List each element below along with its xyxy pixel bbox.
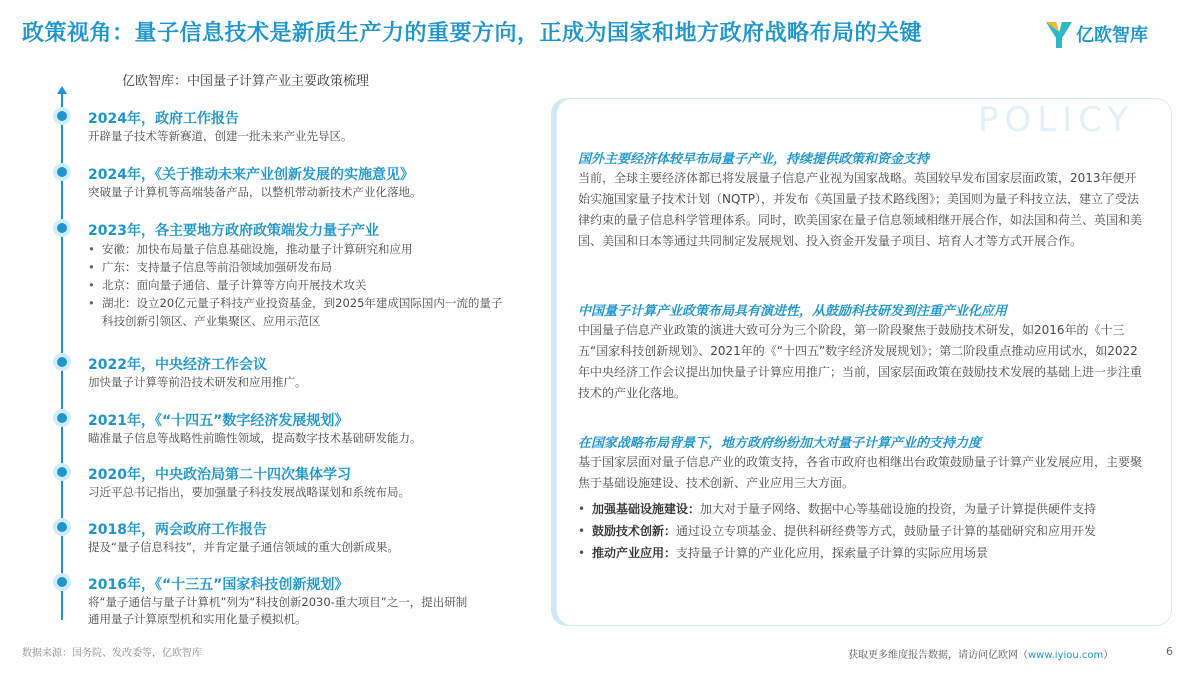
timeline-item-body: 开辟量子技术等新赛道，创建一批未来产业先导区。: [88, 129, 353, 143]
list-item: [578, 544, 1144, 563]
timeline-dot-icon: [53, 573, 71, 591]
list-item: • 广东：支持量子信息等前沿领域加强研发布局: [88, 258, 508, 276]
bullet-label: 推动产业应用：: [592, 546, 677, 560]
timeline-item-title: 2024年，政府工作报告: [88, 111, 239, 127]
timeline-item-body: 提及“量子信息科技”，并肯定量子通信领域的重大创新成果。: [88, 540, 399, 554]
data-source: 数据来源：国务院、发改委等，亿欧智库: [22, 648, 202, 659]
timeline-item-title: 2021年，《“十四五”数字经济发展规划》: [88, 413, 349, 429]
policy-watermark: POLICY: [978, 100, 1135, 140]
section-title: 在国家战略布局背景下，地方政府纷纷加大对量子计算产业的支持力度: [578, 436, 982, 451]
footer-more-prefix: 获取更多维度报告数据，请访问亿欧网（: [848, 650, 1028, 661]
section-title: 中国量子计算产业政策布局具有演进性，从鼓励科技研发到注重产业化应用: [578, 304, 1008, 319]
list-item: • 湖北：设立20亿元量子科技产业投资基金，到2025年建成国际国内一流的量子科技创新引领区、产业集聚区、应用示范区: [88, 294, 508, 330]
footer-more-info: [848, 646, 1113, 661]
list-item: • 安徽：加快布局量子信息基础设施，推动量子计算研究和应用: [88, 240, 508, 258]
timeline-dot-icon: [53, 518, 71, 536]
timeline-dot-icon: [53, 409, 71, 427]
list-item: • 北京：面向量子通信、量子计算等方向开展技术攻关: [88, 276, 508, 294]
bullet-label: 鼓励技术创新：: [592, 524, 677, 538]
timeline-item-body: 突破量子计算机等高端装备产品，以整机带动新技术产业化落地。: [88, 185, 422, 199]
bullet-label: 加强基础设施建设：: [592, 502, 701, 516]
list-item: [578, 500, 1144, 519]
page-number: 6: [1166, 645, 1173, 658]
page-title: 政策视角：量子信息技术是新质生产力的重要方向，正成为国家和地方政府战略布局的关键: [22, 21, 923, 46]
timeline-item-body: 瞄准量子信息等战略性前瞻性领域，提高数字技术基础研发能力。: [88, 431, 422, 445]
timeline-item-title: 2016年，《“十三五”国家科技创新规划》: [88, 577, 349, 593]
timeline-dot-icon: [53, 107, 71, 125]
footer-link[interactable]: www.iyiou.com: [1028, 650, 1104, 661]
section-title: 国外主要经济体较早布局量子产业，持续提供政策和资金支持: [578, 152, 930, 167]
list-item: [578, 522, 1144, 541]
bullet-text: 支持量子计算的产业化应用，探索量子计算的实际应用场景: [676, 546, 989, 560]
timeline-item-title: 2024年，《关于推动未来产业创新发展的实施意见》: [88, 167, 414, 183]
logo-text: 亿欧智库: [1076, 25, 1148, 46]
timeline-dot-icon: [53, 463, 71, 481]
section-bullets: [578, 500, 1144, 566]
section-body: 中国量子信息产业政策的演进大致可分为三个阶段，第一阶段聚焦于鼓励技术研发，如2016年的《十三五“国家科技创新规划》、2021年的《“十四五”数字经济发展规划》；第二阶段重点推动应用试水，如2022年中央经济工作会议提出加快量子计算应用推广；当前，国家层面政策在鼓励技术发展的基础上进一步注重技术的产业化落地。: [578, 323, 1143, 400]
timeline-item-title: 2018年，两会政府工作报告: [88, 522, 267, 538]
footer-more-suffix: ）: [1103, 650, 1114, 661]
timeline-item-title: 2023年，各主要地方政府政策端发力量子产业: [88, 223, 379, 239]
logo: [1044, 16, 1148, 52]
logo-mark-icon: [1044, 18, 1074, 50]
bullet-text: 加大对于量子网络、数据中心等基础设施的投资，为量子计算提供硬件支持: [700, 502, 1097, 516]
timeline-item-title: 2020年，中央政治局第二十四次集体学习: [88, 467, 351, 483]
timeline-item-body: 习近平总书记指出，要加强量子科技发展战略谋划和系统布局。: [88, 485, 410, 499]
timeline-dot-icon: [53, 163, 71, 181]
timeline-item-bullets: [88, 240, 508, 330]
timeline-dot-icon: [53, 219, 71, 237]
section-body: 基于国家层面对量子信息产业的政策支持，各省市政府也相继出台政策鼓励量子计算产业发展应用，主要聚焦于基础设施建设、技术创新、产业应用三大方面。: [578, 455, 1143, 490]
section-body: 当前，全球主要经济体都已将发展量子信息产业视为国家战略。英国较早发布国家层面政策，2013年便开始实施国家量子技术计划（NQTP），并发布《英国量子技术路线图》；美国则为量子科技立法，建立了受法律约束的量子信息科学管理体系。同时，欧美国家在量子信息领域相继开展合作，如法国和荷兰、英国和美国、美国和日本等通过共同制定发展规划、投入资金开发量子项目、培育人才等方式开展合作。: [578, 171, 1143, 248]
timeline-dot-icon: [53, 353, 71, 371]
timeline-item-title: 2022年，中央经济工作会议: [88, 357, 267, 373]
timeline-item-body: 加快量子计算等前沿技术研发和应用推广。: [88, 375, 307, 389]
chart-subtitle: 亿欧智库：中国量子计算产业主要政策梳理: [122, 74, 370, 89]
timeline-item-body: 将“量子通信与量子计算机”列为“科技创新2030-重大项目”之一，提出研制通用量子计算原型机和实用化量子模拟机。: [88, 595, 468, 626]
timeline-arrow-icon: [57, 86, 67, 94]
bullet-text: 通过设立专项基金、提供科研经费等方式，鼓励量子计算的基础研究和应用开发: [676, 524, 1097, 538]
